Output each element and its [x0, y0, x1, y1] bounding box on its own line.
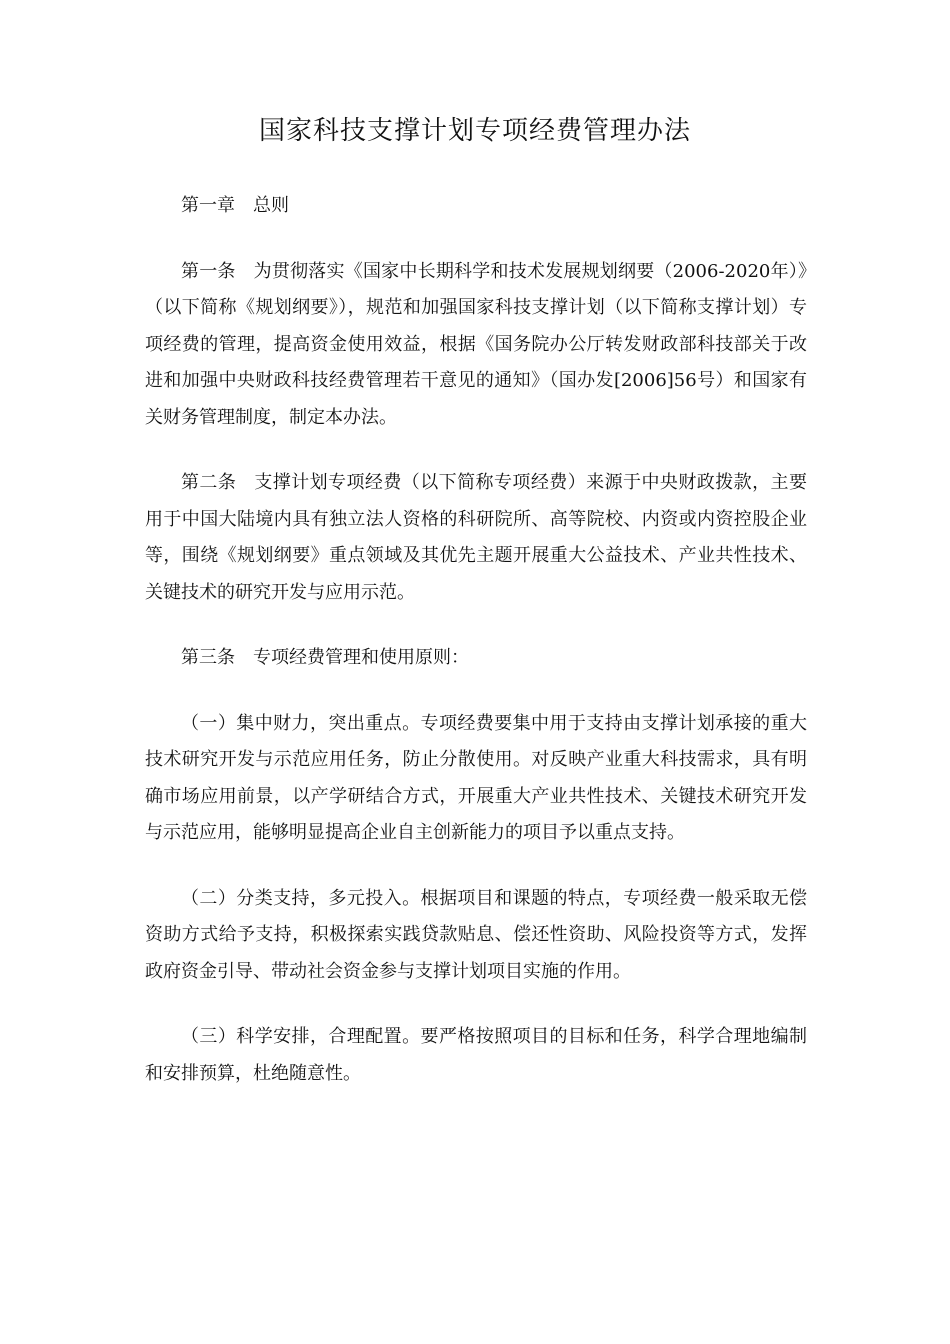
- article-1-text: 为贯彻落实《国家中长期科学和技术发展规划纲要（2006-2020年）》（以下简称《规划纲要》），规范和加强国家科技支撑计划（以下简称支撑计划）专项经费的管理，提高资金使用效益，根据《国务院办公厅转发财政部科技部关于改进和加强中央财政科技经费管理若干意见的通知》（国办发[2006]56号）和国家有关财务管理制度，制定本办法。: [145, 260, 807, 428]
- principle-1: （一）集中财力，突出重点。专项经费要集中用于支持由支撑计划承接的重大技术研究开发与示范应用任务，防止分散使用。对反映产业重大科技需求，具有明确市场应用前景，以产学研结合方式，开展重大产业共性技术、关键技术研究开发与示范应用，能够明显提高企业自主创新能力的项目予以重点支持。: [145, 712, 807, 843]
- document-title: 国家科技支撑计划专项经费管理办法: [258, 116, 691, 146]
- article-2-text: 支撑计划专项经费（以下简称专项经费）来源于中央财政拨款，主要用于中国大陆境内具有独立法人资格的科研院所、高等院校、内资或内资控股企业等，围绕《规划纲要》重点领域及其优先主题开展重大公益技术、产业共性技术、关键技术的研究开发与应用示范。: [145, 472, 807, 603]
- principle-2: （二）分类支持，多元投入。根据项目和课题的特点，专项经费一般采取无偿资助方式给予支持，积极探索实践贷款贴息、偿还性资助、风险投资等方式，发挥政府资金引导、带动社会资金参与支撑计划项目实施的作用。: [145, 887, 807, 982]
- article-2: [145, 465, 807, 611]
- article-2-label: 第二条: [181, 472, 237, 493]
- article-1-label: 第一条: [181, 260, 236, 282]
- chapter-title: 总则: [253, 195, 289, 216]
- article-3-text: 专项经费管理和使用原则：: [253, 647, 469, 668]
- document-body: [145, 188, 807, 1121]
- principle-3: （三）科学安排，合理配置。要严格按照项目的目标和任务，科学合理地编制和安排预算，杜绝随意性。: [145, 1026, 807, 1084]
- chapter-heading: [145, 188, 807, 225]
- article-1: [145, 254, 807, 437]
- chapter-label: 第一章: [181, 195, 235, 216]
- article-3-label: 第三条: [181, 647, 235, 668]
- article-3: [145, 640, 807, 677]
